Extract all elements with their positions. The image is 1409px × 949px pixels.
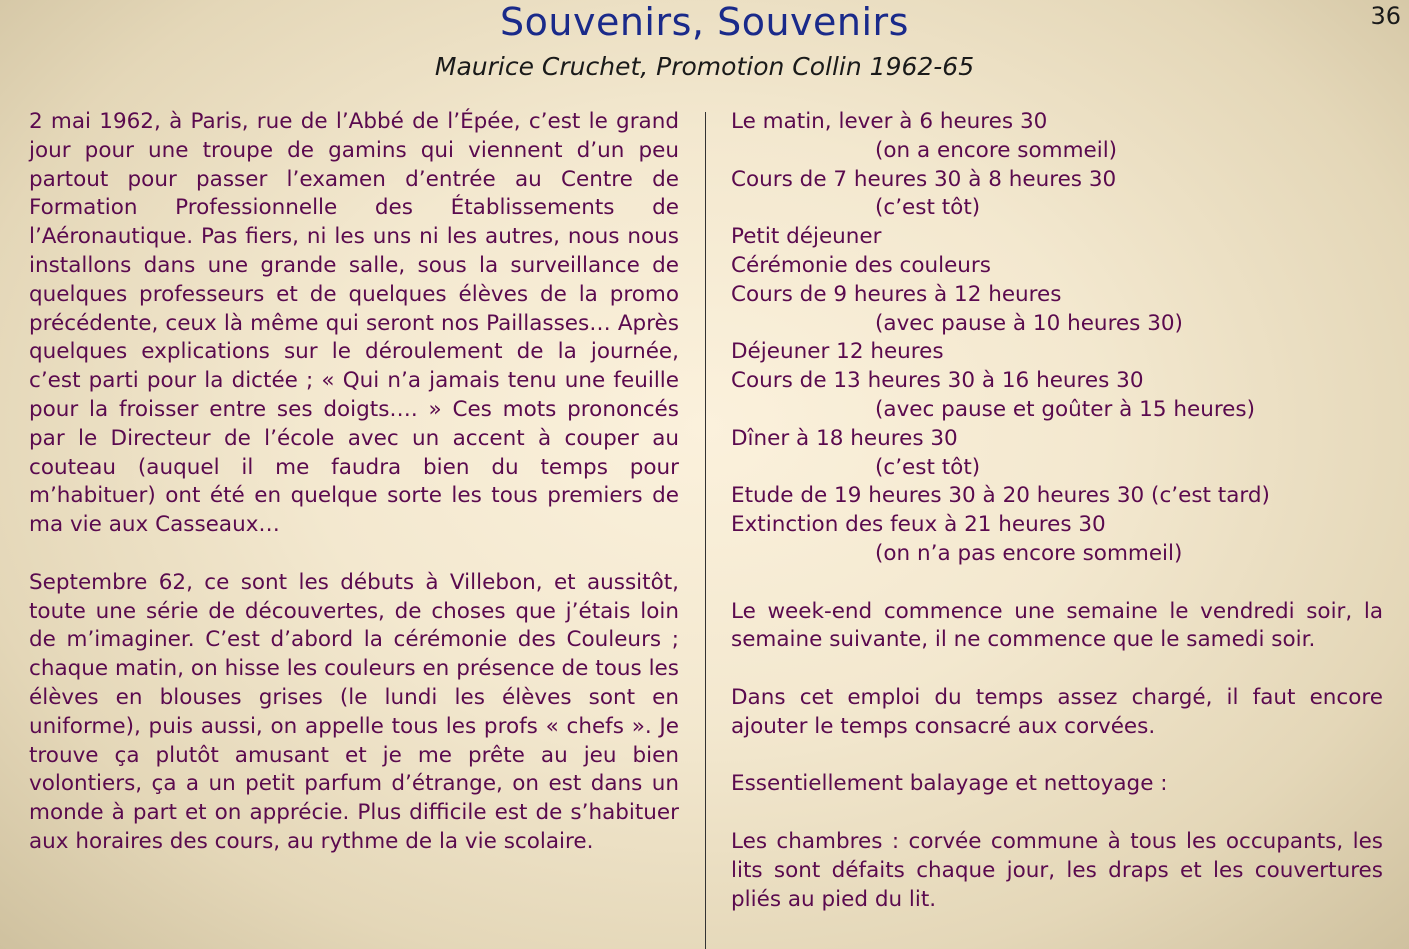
schedule-note: (on a encore sommeil) [875, 137, 1118, 163]
schedule-line: Cérémonie des couleurs [731, 252, 991, 278]
schedule-note: (c’est tôt) [875, 454, 981, 480]
schedule-line: Cours de 7 heures 30 à 8 heures 30 [731, 166, 1117, 192]
schedule-line: Dîner à 18 heures 30 [731, 425, 958, 451]
schedule-note: (avec pause à 10 heures 30) [875, 310, 1183, 336]
schedule-note: (c’est tôt) [875, 195, 981, 221]
page-title: Souvenirs, Souvenirs [500, 0, 909, 44]
paragraph-villebon: Septembre 62, ce sont les débuts à Villebon, et aussitôt, toute une série de découvertes, de choses que j’étais loin de m’imaginer. C’est d’abord la cérémonie des Couleurs ; chaque matin, on hisse les couleurs en présence de tous les élèves en blouses grises (le lundi les élèves sont en uniforme), puis aussi, on appelle tous les profs « chefs ». Je trouve ça plutôt amusant et je me prête au jeu bien volontiers, ça a un petit parfum d’étrange, on est dans un monde à part et on apprécie. Plus difficile est de s’habituer aux horaires des cours, au rythme de la vie scolaire. [29, 569, 679, 854]
paragraph-gap [29, 540, 679, 569]
schedule-line: Petit déjeuner [731, 224, 882, 250]
left-column [29, 108, 679, 857]
schedule-line: Cours de 9 heures à 12 heures [731, 281, 1062, 307]
paragraph-gap [731, 655, 1383, 684]
paragraph-gap [731, 569, 1383, 598]
right-column [731, 108, 1383, 914]
schedule-note: (avec pause et goûter à 15 heures) [875, 396, 1255, 422]
paragraph-chores-intro: Dans cet emploi du temps assez chargé, il faut encore ajouter le temps consacré aux corvées. [731, 684, 1383, 739]
schedule-line: Cours de 13 heures 30 à 16 heures 30 [731, 368, 1144, 394]
paragraph-gap [731, 742, 1383, 771]
column-divider [705, 112, 706, 949]
schedule-list [731, 108, 1383, 569]
page-subtitle: Maurice Cruchet, Promotion Collin 1962-65 [434, 52, 975, 81]
paragraph-chores-type: Essentiellement balayage et nettoyage : [731, 771, 1168, 797]
schedule-line: Le matin, lever à 6 heures 30 [731, 109, 1048, 134]
paragraph-gap [731, 799, 1383, 828]
paragraph-rooms: Les chambres : corvée commune à tous les occupants, les lits sont défaits chaque jour, les draps et les couvertures pliés au pied du lit. [731, 828, 1383, 912]
schedule-note: (on n’a pas encore sommeil) [875, 540, 1183, 566]
paragraph-exam-day: 2 mai 1962, à Paris, rue de l’Abbé de l’Épée, c’est le grand jour pour une troupe de gamins qui viennent d’un peu partout pour passer l’examen d’entrée au Centre de Formation Professionnelle des Établissements de l’Aéronautique. Pas fiers, ni les uns ni les autres, nous nous installons dans une grande salle, sous la surveillance de quelques professeurs et de quelques élèves de la promo précédente, ceux là même qui seront nos Paillasses… Après quelques explications sur le déroulement de la journée, c’est parti pour la dictée ; « Qui n’a jamais tenu une feuille pour la froisser entre ses doigts…. » Ces mots prononcés par le Directeur de l’école avec un accent à couper au couteau (auquel il me faudra bien du temps pour m’habituer) ont été en quelque sorte les tous premiers de ma vie aux Casseaux… [29, 109, 679, 538]
schedule-line: Extinction des feux à 21 heures 30 [731, 512, 1106, 538]
schedule-line: Déjeuner 12 heures [731, 339, 944, 365]
paragraph-weekend: Le week-end commence une semaine le vendredi soir, la semaine suivante, il ne commence que le samedi soir. [731, 598, 1383, 653]
page-number: 36 [1370, 2, 1401, 30]
schedule-line: Etude de 19 heures 30 à 20 heures 30 (c’est tard) [731, 483, 1270, 509]
